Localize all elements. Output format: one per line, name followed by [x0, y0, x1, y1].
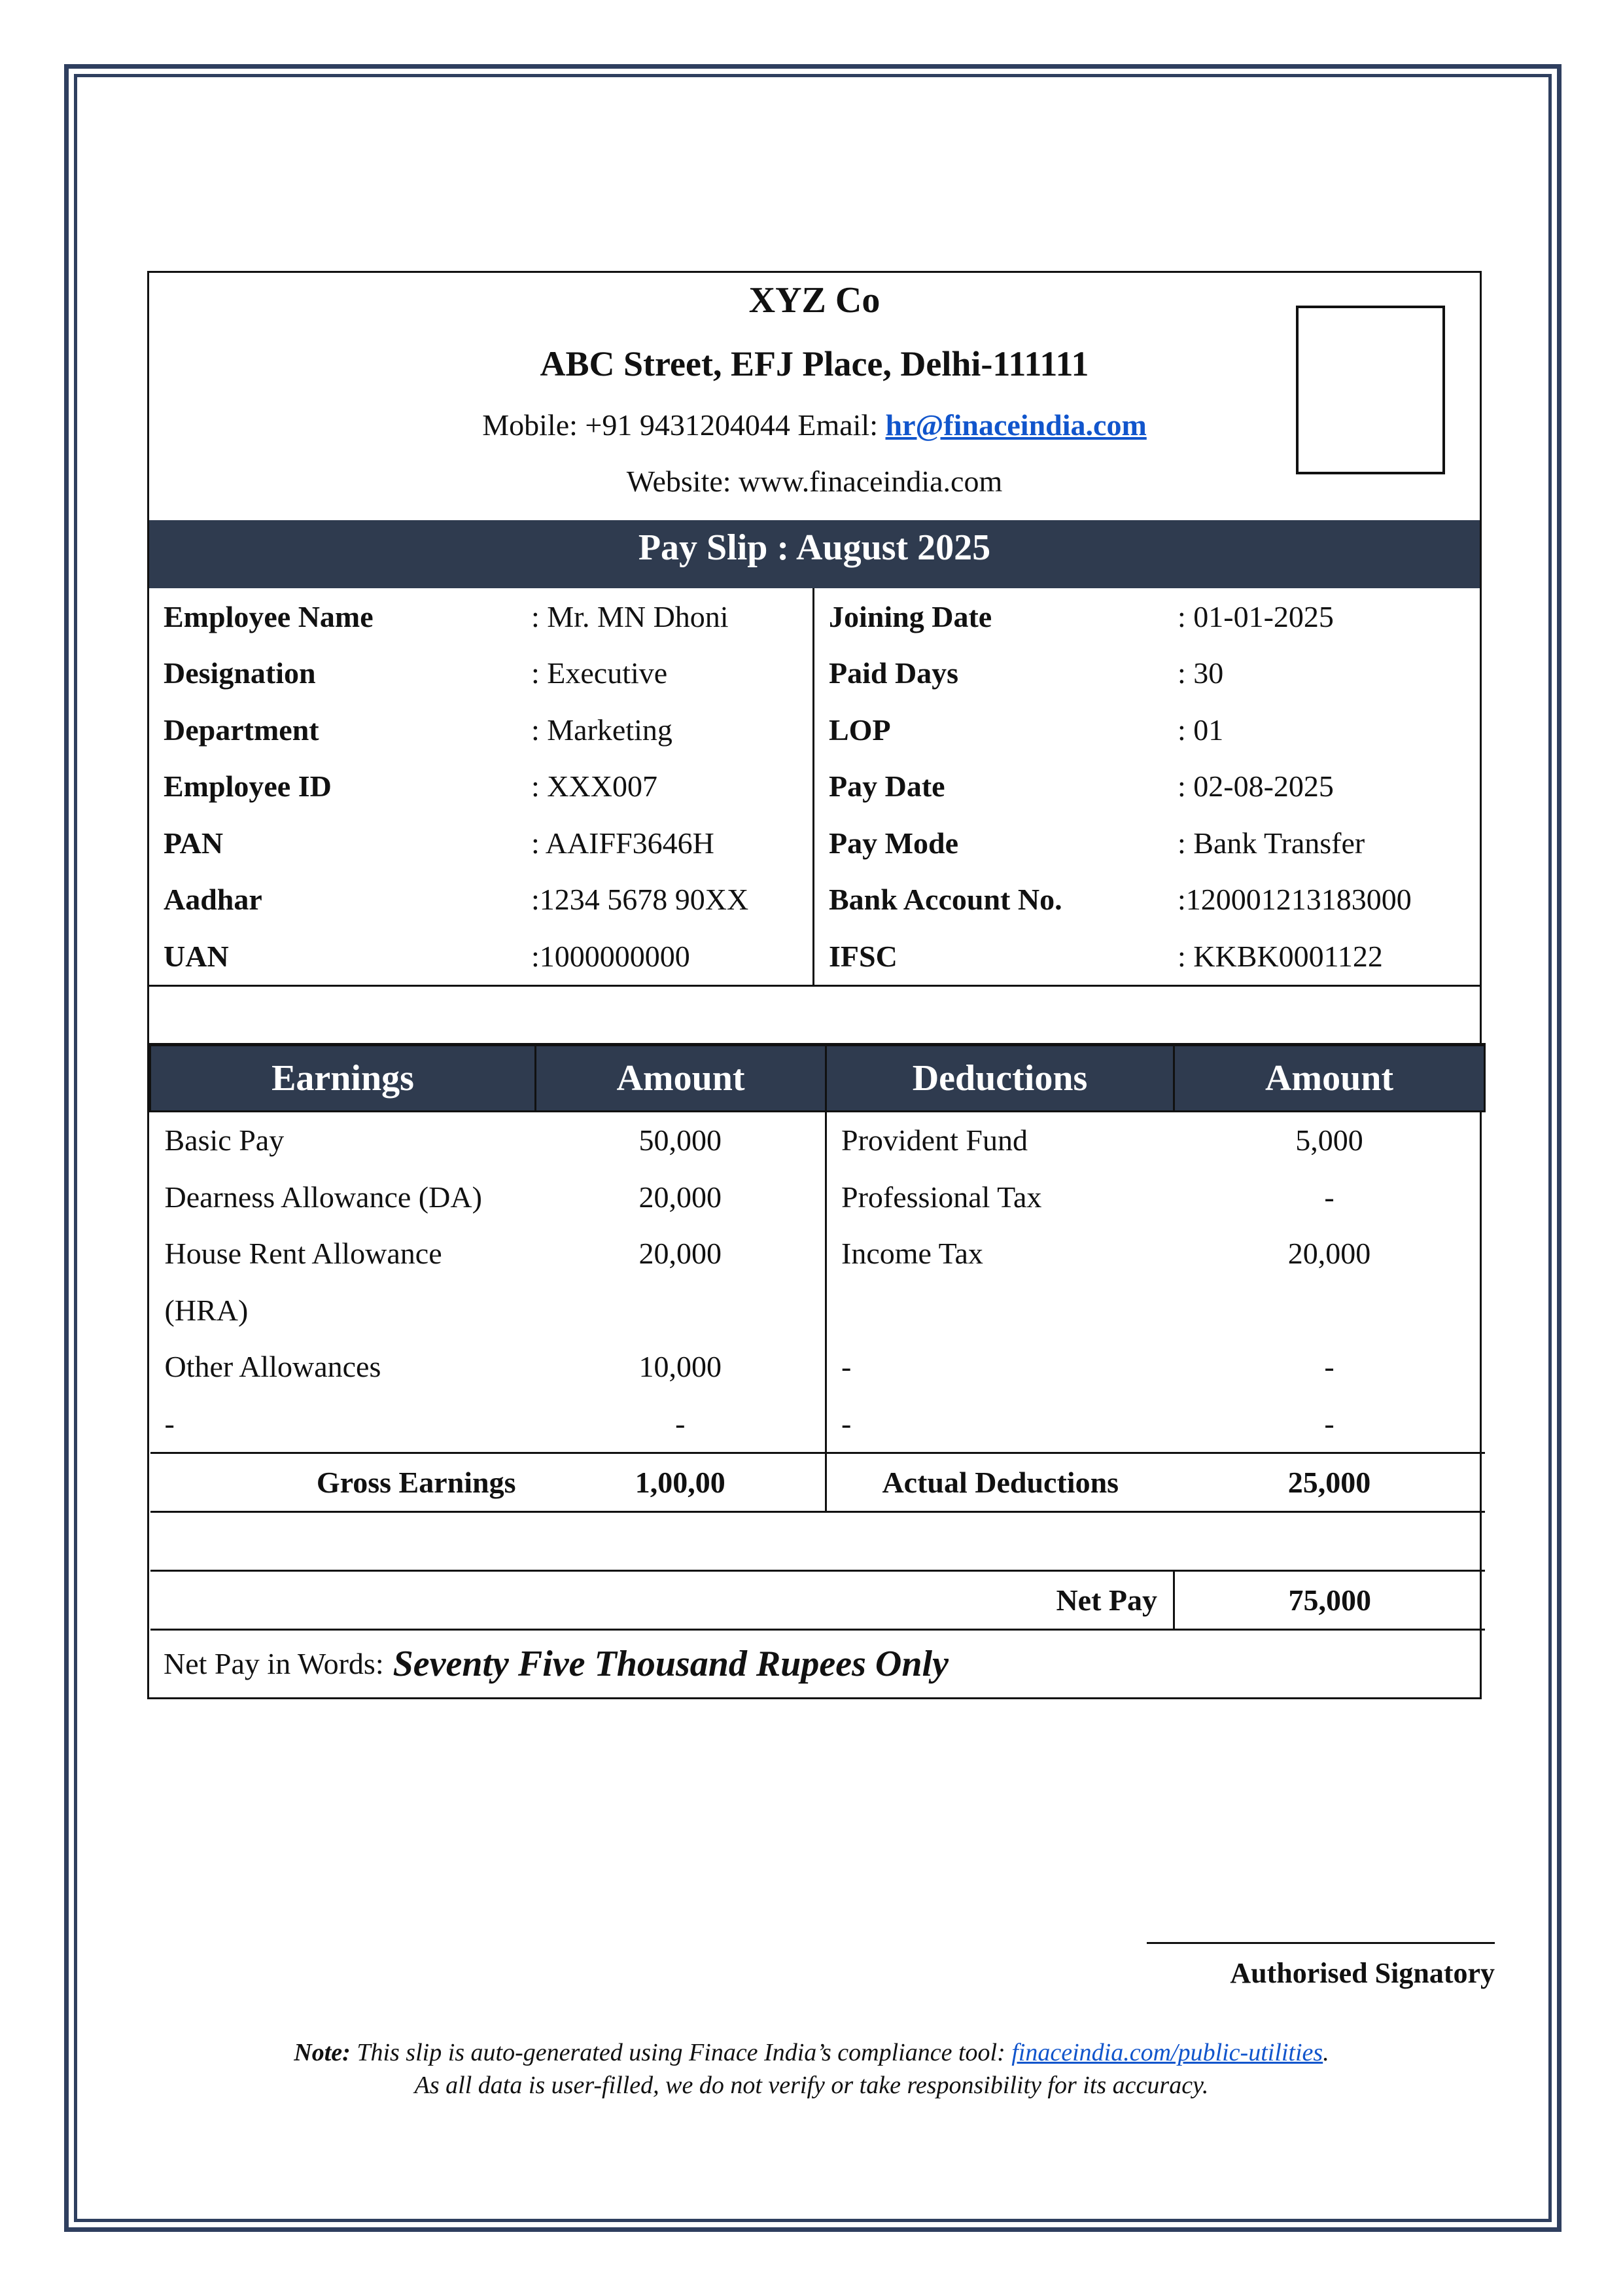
- slip-title: Pay Slip : August 2025: [149, 520, 1480, 588]
- detail-row: [164, 645, 812, 702]
- net-pay-row: [150, 1570, 1485, 1629]
- earning-item: House Rent Allowance: [164, 1237, 442, 1271]
- deduction-amount: -: [1324, 1350, 1335, 1384]
- table-row: [150, 1339, 1485, 1396]
- detail-row: [829, 701, 1480, 758]
- company-header: [149, 273, 1480, 520]
- net-pay-label: Net Pay: [150, 1570, 1174, 1629]
- detail-label: Bank Account No.: [829, 883, 1062, 917]
- earning-amount: 20,000: [536, 1169, 826, 1226]
- pay-slip: [147, 271, 1482, 1699]
- deduction-item: -: [841, 1406, 852, 1440]
- detail-value: : 01: [1178, 713, 1224, 747]
- gross-earnings-value: 1,00,00: [536, 1453, 826, 1511]
- deduction-amount: 5,000: [1295, 1123, 1363, 1157]
- note-text: This slip is auto-generated using Finace India’s compliance tool:: [357, 2039, 1005, 2066]
- detail-label: Aadhar: [164, 883, 262, 917]
- authorised-signatory: Authorised Signatory: [1230, 1957, 1495, 1989]
- blank-row: [150, 1511, 1485, 1570]
- table-row: [150, 1395, 1485, 1453]
- earning-amount: 50,000: [536, 1111, 826, 1169]
- table-header-row: [150, 1044, 1485, 1111]
- detail-label: Designation: [164, 656, 316, 690]
- detail-label: Pay Mode: [829, 826, 959, 860]
- net-pay-in-words: [149, 1631, 1480, 1697]
- employee-details: [149, 588, 1480, 985]
- actual-deductions-value: 25,000: [1174, 1453, 1485, 1511]
- detail-value: : 30: [1178, 656, 1224, 690]
- deduction-amount: 20,000: [1287, 1237, 1371, 1271]
- note-line-2: As all data is user-filled, we do not verify or take responsibility for its accuracy.: [414, 2072, 1209, 2099]
- note-line-1: [0, 2036, 1623, 2069]
- earning-item: Basic Pay: [164, 1123, 285, 1157]
- table-row: [150, 1111, 1485, 1169]
- mobile-label: Mobile:: [482, 408, 578, 442]
- detail-value: : Marketing: [531, 713, 672, 747]
- deduction-item: Provident Fund: [841, 1123, 1028, 1157]
- deduction-item: Income Tax: [841, 1237, 983, 1271]
- detail-value: :1234 5678 90XX: [531, 883, 749, 917]
- detail-label: LOP: [829, 713, 891, 747]
- detail-value: :120001213183000: [1178, 883, 1412, 917]
- detail-row: [164, 588, 812, 645]
- spacer-row: [149, 985, 1480, 1043]
- earning-amount: 10,000: [536, 1339, 826, 1396]
- detail-value: : Bank Transfer: [1178, 826, 1365, 860]
- detail-value: : Executive: [531, 656, 668, 690]
- photo-placeholder: [1296, 306, 1445, 474]
- detail-value: :1000000000: [531, 939, 690, 973]
- earning-item: -: [164, 1406, 175, 1440]
- company-name: XYZ Co: [748, 280, 881, 321]
- detail-row: [829, 588, 1480, 645]
- detail-value: : XXX007: [531, 769, 657, 804]
- deduction-item: Professional Tax: [841, 1180, 1042, 1214]
- table-row: [150, 1169, 1485, 1226]
- detail-row: [164, 701, 812, 758]
- detail-label: UAN: [164, 939, 229, 973]
- earnings-amount-header: Amount: [536, 1044, 826, 1111]
- detail-row: [829, 872, 1480, 928]
- gross-earnings-label: Gross Earnings: [150, 1453, 536, 1511]
- earnings-deductions-table: [149, 1043, 1486, 1631]
- detail-value: : 01-01-2025: [1178, 599, 1334, 633]
- detail-label: Joining Date: [829, 599, 992, 633]
- detail-label: PAN: [164, 826, 224, 860]
- deduction-amount: -: [1324, 1180, 1335, 1214]
- deduction-item: [826, 1282, 1174, 1339]
- note-prefix: Note:: [294, 2039, 351, 2066]
- footer-note: [0, 2036, 1623, 2102]
- earning-amount: 20,000: [536, 1226, 826, 1282]
- detail-row: [164, 928, 812, 985]
- table-row: [150, 1282, 1485, 1339]
- table-row: [150, 1226, 1485, 1282]
- detail-value: : AAIFF3646H: [531, 826, 714, 860]
- employee-details-right: [814, 588, 1480, 985]
- words-label: Net Pay in Words:: [164, 1647, 384, 1680]
- email-label: Email:: [797, 408, 878, 442]
- deduction-amount: [1174, 1282, 1485, 1339]
- mobile-number: +91 9431204044: [585, 408, 790, 442]
- totals-row: [150, 1453, 1485, 1511]
- company-website: [149, 464, 1480, 499]
- detail-label: Employee Name: [164, 599, 374, 633]
- website-url: www.finaceindia.com: [739, 465, 1003, 498]
- detail-label: IFSC: [829, 939, 898, 973]
- earning-amount: -: [536, 1395, 826, 1453]
- detail-row: [829, 758, 1480, 815]
- note-period: .: [1323, 2039, 1329, 2066]
- net-pay-value: 75,000: [1174, 1570, 1485, 1629]
- detail-row: [164, 758, 812, 815]
- detail-row: [829, 928, 1480, 985]
- earning-item: Other Allowances: [164, 1350, 381, 1384]
- detail-row: [164, 872, 812, 928]
- detail-label: Paid Days: [829, 656, 959, 690]
- deductions-amount-header: Amount: [1174, 1044, 1485, 1111]
- detail-label: Pay Date: [829, 769, 945, 804]
- deduction-amount: -: [1324, 1406, 1335, 1440]
- detail-row: [829, 815, 1480, 872]
- deduction-item: -: [841, 1350, 852, 1384]
- deductions-header: Deductions: [826, 1044, 1174, 1111]
- actual-deductions-label: Actual Deductions: [826, 1453, 1174, 1511]
- signature-line: [1147, 1942, 1495, 1944]
- detail-row: [829, 645, 1480, 702]
- detail-value: : Mr. MN Dhoni: [531, 599, 729, 633]
- company-address: ABC Street, EFJ Place, Delhi-111111: [540, 344, 1089, 383]
- company-contact: [149, 408, 1480, 442]
- earning-amount: [536, 1282, 826, 1339]
- utilities-link[interactable]: finaceindia.com/public-utilities: [1011, 2039, 1323, 2066]
- detail-value: : 02-08-2025: [1178, 769, 1334, 804]
- detail-row: [164, 815, 812, 872]
- employee-details-left: [149, 588, 814, 985]
- detail-value: : KKBK0001122: [1178, 939, 1383, 973]
- detail-label: Employee ID: [164, 769, 332, 804]
- detail-label: Department: [164, 713, 319, 747]
- email-link[interactable]: hr@finaceindia.com: [885, 408, 1147, 442]
- earning-item: (HRA): [164, 1293, 249, 1327]
- words-value: Seventy Five Thousand Rupees Only: [393, 1643, 949, 1684]
- website-label: Website:: [626, 465, 731, 498]
- earning-item: Dearness Allowance (DA): [164, 1180, 482, 1214]
- earnings-header: Earnings: [150, 1044, 536, 1111]
